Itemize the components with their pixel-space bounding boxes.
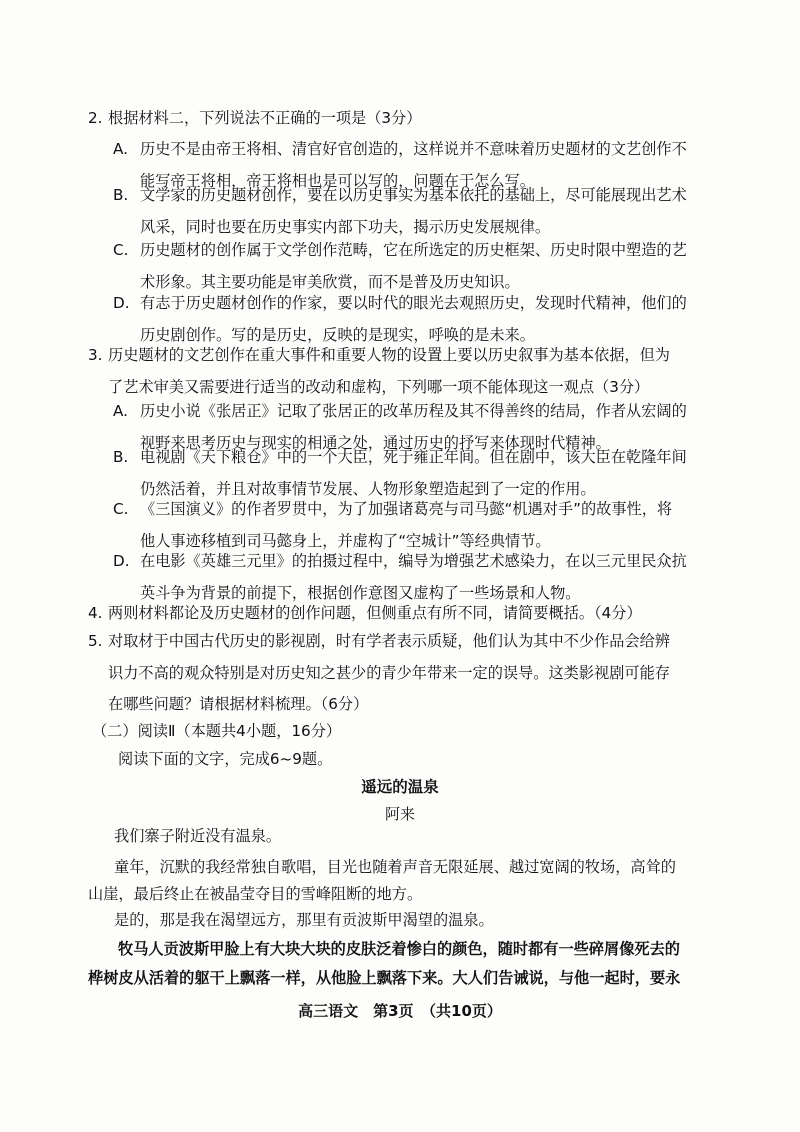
passage-paragraph: 童年，沉默的我经常独自歌唱，目光也随着声音无限延展、越过宽阔的牧场，高耸的 bbox=[114, 858, 676, 876]
question-text-cont: 识力不高的观众特别是对历史知之甚少的青少年带来一定的误导。这类影视剧可能存 bbox=[108, 663, 670, 682]
option-text: 文学家的历史题材创作，要在以历史事实为基本依托的基础上，尽可能展现出艺术 bbox=[140, 186, 687, 204]
option-text: 历史不是由帝王将相、清官好官创造的，这样说并不意味着历史题材的文艺创作不 bbox=[140, 140, 687, 158]
section-heading: （二）阅读Ⅱ（本题共4小题，16分） bbox=[92, 722, 342, 740]
option-text-cont: 术形象。其主要功能是审美欣赏，而不是普及历史知识。 bbox=[140, 272, 520, 291]
question-text: 两则材料都论及历史题材的创作问题，但侧重点有所不同，请简要概括。（4分） bbox=[108, 604, 642, 622]
option-text-cont: 他人事迹移植到司马懿身上，并虚构了“空城计”等经典情节。 bbox=[140, 531, 551, 550]
option-label: B. bbox=[113, 186, 129, 204]
question-text: 对取材于中国古代历史的影视剧，时有学者表示质疑，他们认为其中不少作品会给辨 bbox=[108, 632, 670, 650]
question-text-cont: 在哪些问题？请根据材料梳理。（6分） bbox=[108, 695, 369, 713]
option-text-cont: 视野来思考历史与现实的相通之处，通过历史的抒写来体现时代精神。 bbox=[140, 433, 611, 452]
option-label: C. bbox=[113, 500, 129, 518]
page-footer: 高三语文 第3页 （共10页） bbox=[298, 1002, 502, 1020]
option-label: D. bbox=[113, 552, 130, 570]
question-number: 2. bbox=[88, 109, 103, 127]
option-text-cont: 仍然活着，并且对故事情节发展、人物形象塑造起到了一定的作用。 bbox=[140, 479, 596, 498]
question-text: 根据材料二，下列说法不正确的一项是（3分） bbox=[108, 109, 422, 127]
option-text: 有志于历史题材创作的作家，要以时代的眼光去观照历史，发现时代精神，他们的 bbox=[140, 294, 687, 312]
option-text: 在电影《英雄三元里》的拍摄过程中，编导为增强艺术感染力，在以三元里民众抗 bbox=[140, 552, 687, 570]
question-4-stem bbox=[88, 598, 738, 630]
passage-paragraph: 牧马人贡波斯甲脸上有大块大块的皮肤泛着惨白的颜色，随时都有一些碎屑像死去的 bbox=[118, 940, 680, 958]
option-text-cont: 历史剧创作。写的是历史，反映的是现实，呼唤的是未来。 bbox=[140, 325, 535, 344]
option-text: 历史题材的创作属于文学创作范畴，它在所选定的历史框架、历史时限中塑造的艺 bbox=[140, 241, 687, 259]
option-text-cont: 英斗争为背景的前提下，根据创作意图又虚构了一些场景和人物。 bbox=[140, 583, 581, 602]
question-number: 5. bbox=[88, 632, 103, 650]
option-label: A. bbox=[113, 402, 128, 420]
question-2-stem bbox=[88, 103, 738, 135]
option-text-cont: 能写帝王将相，帝王将相也是可以写的，问题在于怎么写。 bbox=[140, 171, 535, 190]
option-label: A. bbox=[113, 140, 128, 158]
question-text: 历史题材的文艺创作在重大事件和重要人物的设置上要以历史叙事为基本依据，但为 bbox=[108, 346, 670, 364]
passage-author: 阿来 bbox=[384, 805, 415, 823]
passage-paragraph: 我们寨子附近没有温泉。 bbox=[114, 827, 282, 845]
question-2-option-b bbox=[113, 180, 733, 243]
option-text: 《三国演义》的作者罗贯中，为了加强诸葛亮与司马懿“机遇对手”的故事性，将 bbox=[140, 500, 673, 518]
passage-paragraph: 是的，那是我在渴望远方，那里有贡波斯甲渴望的温泉。 bbox=[114, 911, 494, 929]
passage-paragraph-cont: 桦树皮从活着的躯干上飘落一样，从他脸上飘落下来。大人们告诫说，与他一起时，要永 bbox=[88, 969, 681, 987]
option-label: B. bbox=[113, 448, 129, 466]
question-3-stem bbox=[88, 340, 738, 403]
option-label: C. bbox=[113, 241, 129, 259]
option-label: D. bbox=[113, 294, 130, 312]
option-text-cont: 风采，同时也要在历史事实内部下功夫，揭示历史发展规律。 bbox=[140, 217, 551, 236]
question-number: 3. bbox=[88, 346, 103, 364]
section-instruction: 阅读下面的文字，完成6~9题。 bbox=[118, 750, 333, 768]
option-text: 电视剧《天下粮仓》中的一个大臣，死于雍正年间。但在剧中，该大臣在乾隆年间 bbox=[140, 448, 687, 466]
question-5-stem bbox=[88, 626, 738, 721]
question-text-cont: 了艺术审美又需要进行适当的改动和虚构，下列哪一项不能体现这一观点（3分） bbox=[108, 377, 650, 396]
passage-title: 遥远的温泉 bbox=[361, 778, 439, 796]
question-number: 4. bbox=[88, 604, 103, 622]
passage-paragraph-cont: 山崖，最后终止在被晶莹夺目的雪峰阻断的地方。 bbox=[88, 885, 423, 903]
option-text: 历史小说《张居正》记取了张居正的改革历程及其不得善终的结局，作者从宏阔的 bbox=[140, 402, 687, 420]
